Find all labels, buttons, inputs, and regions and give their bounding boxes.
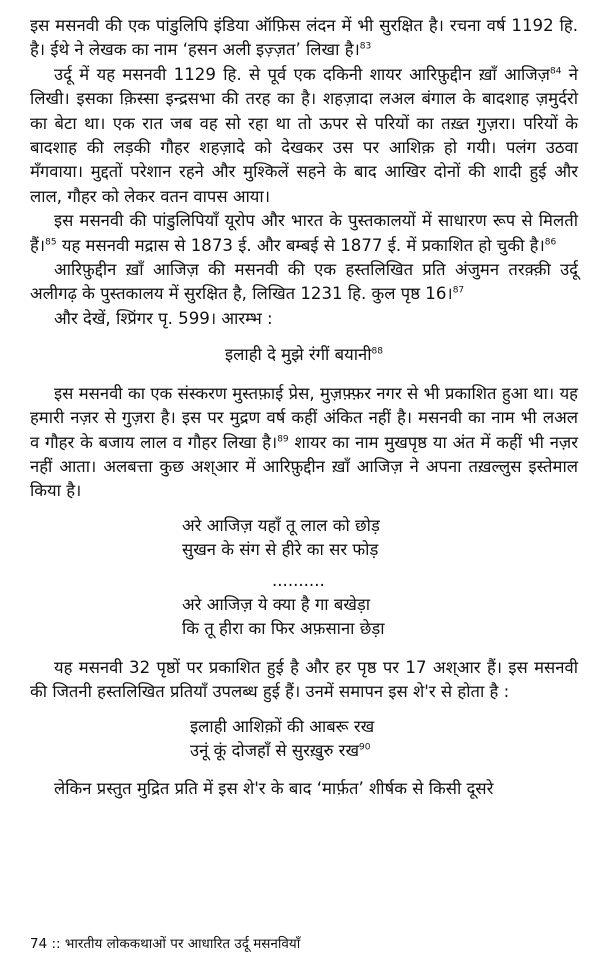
footnote-ref: 88 bbox=[371, 346, 383, 357]
verse-line bbox=[30, 739, 578, 763]
verse-line: कि तू हीरा का फिर अफ़साना छेड़ा bbox=[182, 619, 385, 639]
paragraph-text: इस मसनवी का एक संस्करण मुस्तफ़ाई प्रेस, मुज़फ़्फ़र नगर से भी प्रकाशित हुआ था। यह हमारी नज़र से गुज़रा है। इस पर मुद्रण वर्ष कहीं अंकित नहीं है। मसनवी का नाम भी लअल व गौहर के बजाय लाल व गौहर लिखा है। bbox=[30, 383, 578, 452]
verse-line: इलाही आशिक़ों की आबरू रख bbox=[190, 716, 375, 736]
paragraph-6 bbox=[30, 382, 578, 504]
footnote-ref: 90 bbox=[359, 742, 371, 753]
paragraph-text: उर्दू में यह मसनवी 1129 हि. से पूर्व एक दकिनी शायर आरिफ़ुद्दीन ख़ाँ आजिज़ bbox=[54, 64, 550, 84]
verse-text: उनूं कूं दोजहाँ से सुरख़ुरु रख bbox=[190, 740, 360, 760]
paragraph-5: और देखें, श्प्रिंगर पृ. 599। आरम्भ : bbox=[54, 308, 273, 328]
page-footer: 74 :: भारतीय लोककथाओं पर आधारित उर्दू मसनवियाँ bbox=[30, 936, 301, 952]
footnote-ref: 87 bbox=[452, 285, 465, 296]
footnote-ref: 83 bbox=[359, 41, 372, 52]
page-body bbox=[30, 14, 578, 802]
verse-separator: .......... bbox=[272, 570, 325, 590]
paragraph-3 bbox=[30, 209, 578, 258]
footnote-ref: 86 bbox=[544, 237, 557, 248]
verse-line: अरे आजिज़ ये क्या है गा बखेड़ा bbox=[182, 594, 371, 614]
verse-line: अरे आजिज़ यहाँ तू लाल को छोड़ bbox=[182, 515, 380, 535]
paragraph-7: यह मसनवी 32 पृष्ठों पर प्रकाशित हुई है और हर पृष्ठ पर 17 अश्आर हैं। इस मसनवी की जितनी हस्तलिखित प्रतियाँ उपलब्ध हुई हैं। उनमें समापन इस शे'र से होता है : bbox=[30, 657, 578, 702]
paragraph-4 bbox=[30, 258, 578, 307]
footnote-ref: 89 bbox=[277, 433, 289, 444]
paragraph-text: शायर का नाम मुखपृष्ठ या अंत में कहीं भी नज़र नहीं आता। अलबत्ता कुछ अश्आर में आरिफ़ुद्दीन ख़ाँ आजिज़ ने अपना तख़ल्लुस इस्तेमाल किया है। bbox=[30, 432, 579, 501]
paragraph-text: यह मसनवी मद्रास से 1873 ई. और बम्बई से 1877 ई. में प्रकाशित हो चुकी है। bbox=[56, 235, 545, 255]
footnote-ref: 84 bbox=[549, 66, 562, 77]
paragraph-2 bbox=[30, 63, 578, 209]
paragraph-text: आरिफ़ुद्दीन ख़ाँ आजिज़ की मसनवी की एक हस्तलिखित प्रति अंजुमन तरक़्क़ी उर्दू अलीगढ़ के पुस्तकालय में सुरक्षित है, लिखित 1231 हि. कुल पृष्ठ 16। bbox=[30, 260, 578, 304]
paragraph-text: ने लिखी। इसका क़िस्सा इन्द्रसभा की तरह का है। शहज़ादा लअल बंगाल के बादशाह ज़मुर्दरो का बेटा था। एक रात जब वह सो रहा था तो ऊपर से परियों का तख़्त गुज़रा। परियों के बादशाह की लड़की गौहर शहज़ादे को देखकर उस पर आशिक़ हो गयी। पलंग उठवा मँगवाया। मुद्दतों परेशान रहने और मुश्किलें सहने के बाद आखिर दोनों की शादी हुई और लाल, गौहर को लेकर वतन वापस आया। bbox=[30, 64, 579, 206]
paragraph-text: इस मसनवी की एक पांडुलिपि इंडिया ऑफ़िस लंदन में भी सुरक्षित है। रचना वर्ष 1192 हि. है। ईथे ने लेखक का नाम ‘हसन अली इज़्ज़त’ लिखा है। bbox=[30, 16, 578, 60]
opening-verse bbox=[30, 343, 578, 367]
paragraph-8: लेकिन प्रस्तुत मुद्रित प्रति में इस शे'र के बाद ‘मार्फ़त’ शीर्षक से किसी दूसरे bbox=[54, 779, 494, 799]
footnote-ref: 85 bbox=[45, 237, 57, 248]
verse-text: इलाही दे मुझे रंगीं बयानी bbox=[225, 345, 372, 365]
paragraph-text: इस मसनवी की पांडुलिपियाँ यूरोप और भारत के पुस्तकालयों में साधारण रूप से मिलती हैं। bbox=[30, 211, 578, 255]
verse-line: सुखन के संग से हीरे का सर फोड़ bbox=[182, 540, 379, 560]
paragraph-1 bbox=[30, 14, 578, 63]
